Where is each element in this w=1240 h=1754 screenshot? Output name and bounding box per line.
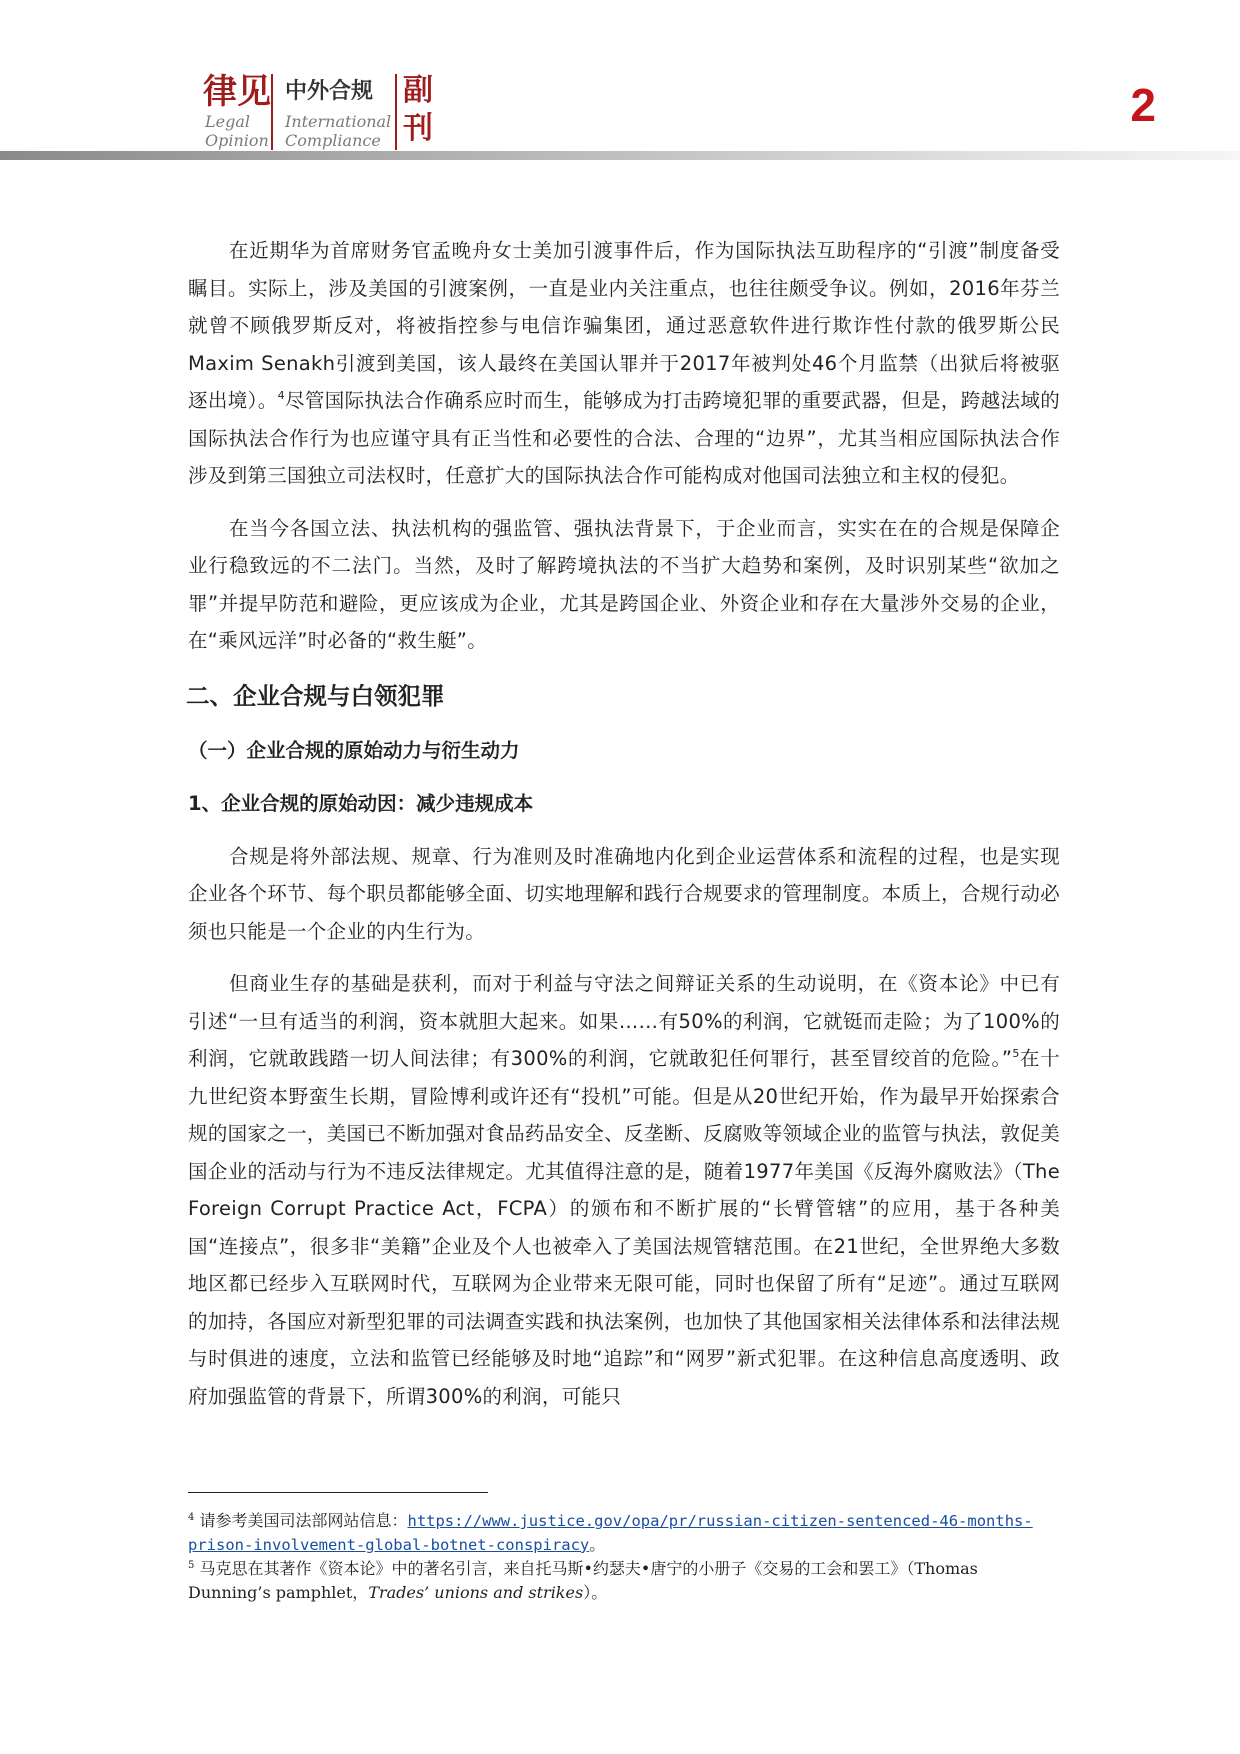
- logo-fukan-2: 刊: [403, 111, 433, 146]
- logo-intl-en-1: International: [285, 112, 392, 131]
- logo-divider: [395, 74, 397, 150]
- subsubsection-heading: 1、企业合规的原始动因：减少违规成本: [188, 791, 534, 815]
- footnote-number: 4: [188, 1512, 195, 1523]
- paragraph: 合规是将外部法规、规章、行为准则及时准确地内化到企业运营体系和流程的过程，也是实现企业各个环节、每个职员都能够全面、切实地理解和践行合规要求的管理制度。本质上，合规行动必须也只能是一个企业的内生行为。: [188, 844, 1060, 943]
- logo-intl-cn: 中外合规: [285, 79, 374, 104]
- logo-cn-title: 律见: [203, 72, 271, 112]
- footnotes: [188, 1492, 1060, 1605]
- header-rule: [0, 151, 1240, 160]
- footnote-5: [188, 1557, 1060, 1605]
- page-number: 2: [1130, 79, 1156, 131]
- footnote-text: 请参考美国司法部网站信息：: [199, 1511, 408, 1530]
- footnote-number: 5: [188, 1560, 195, 1571]
- footnote-rule: [188, 1492, 488, 1493]
- logo-en-line-1: Legal: [205, 112, 250, 131]
- footnote-text-end: ）。: [583, 1583, 608, 1602]
- footnote-link[interactable]: https://www.justice.gov/opa/pr/russian-citizen-sentenced-46-months-prison-involvement-global-botnet-conspiracy: [188, 1512, 1033, 1554]
- paragraph: [188, 965, 1060, 1415]
- subsection-heading: （一）企业合规的原始动力与衍生动力: [188, 738, 520, 762]
- logo-supplement: [403, 72, 443, 154]
- footnote-ref: 5: [1012, 1047, 1020, 1060]
- paragraph: 在当今各国立法、执法机构的强监管、强执法背景下，于企业而言，实实在在的合规是保障企业行稳致远的不二法门。当然，及时了解跨境执法的不当扩大趋势和案例，及时识别某些“欲加之罪”并提早防范和避险，更应该成为企业，尤其是跨国企业、外资企业和存在大量涉外交易的企业，在“乘风远洋”时必备的“救生艇”。: [188, 516, 1060, 652]
- logo-international-compliance: [285, 72, 393, 154]
- footnote-italic-title: Trades’ unions and strikes: [368, 1583, 584, 1602]
- footnote-ref: 4: [277, 389, 285, 402]
- logo-fukan-1: 副: [403, 73, 433, 108]
- section-heading: 二、企业合规与白领犯罪: [186, 681, 445, 710]
- footnote-4: [188, 1509, 1060, 1557]
- paragraph-text: 在十九世纪资本野蛮生长期，冒险博利或许还有“投机”可能。但是从20世纪开始，作为最早开始探索合规的国家之一，美国已不断加强对食品药品安全、反垄断、反腐败等领域企业的监管与执法，敦促美国企业的活动与行为不违反法律规定。尤其值得注意的是，随着1977年美国《反海外腐败法》（The Foreign Corrupt Practice Act，FCPA）的颁布和不断扩展的“长臂管辖”的应用，基于各种美国“连接点”，很多非“美籍”企业及个人也被牵入了美国法规管辖范围。在21世纪，全世界绝大多数地区都已经步入互联网时代，互联网为企业带来无限可能，同时也保留了所有“足迹”。通过互联网的加持，各国应对新型犯罪的司法调查实践和执法案例，也加快了其他国家相关法律体系和法律法规与时俱进的速度，立法和监管已经能够及时地“追踪”和“网罗”新式犯罪。在这种信息高度透明、政府加强监管的背景下，所谓300%的利润，可能只: [188, 1047, 1060, 1408]
- logo-divider: [271, 74, 273, 150]
- paragraph-text: 尽管国际执法合作确系应时而生，能够成为打击跨境犯罪的重要武器，但是，跨越法域的国际执法合作行为也应谨守具有正当性和必要性的合法、合理的“边界”，尤其当相应国际执法合作涉及到第三国独立司法权时，任意扩大的国际执法合作可能构成对他国司法独立和主权的侵犯。: [188, 389, 1060, 487]
- paragraph: [188, 232, 1060, 495]
- footnote-text: 马克思在其著作《资本论》中的著名引言，来自托马斯•约瑟夫•唐宁的小册子《交易的工会和罢工》（Thomas Dunning’s pamphlet，: [188, 1559, 978, 1602]
- footnote-text-end: 。: [589, 1535, 606, 1554]
- paragraph-text: 但商业生存的基础是获利，而对于利益与守法之间辩证关系的生动说明，在《资本论》中已有引述“一旦有适当的利润，资本就胆大起来。如果……有50%的利润，它就铤而走险；为了100%的利润，它就敢践踏一切人间法律；有300%的利润，它就敢犯任何罪行，甚至冒绞首的危险。”: [188, 972, 1060, 1070]
- paragraph-text: 在近期华为首席财务官孟晚舟女士美加引渡事件后，作为国际执法互助程序的“引渡”制度备受瞩目。实际上，涉及美国的引渡案例，一直是业内关注重点，也往往颇受争议。例如，2016年芬兰就曾不顾俄罗斯反对，将被指控参与电信诈骗集团，通过恶意软件进行欺诈性付款的俄罗斯公民Maxim Senakh引渡到美国，该人最终在美国认罪并于2017年被判处46个月监禁（出狱后将被驱逐出境）。: [188, 239, 1060, 412]
- logo-legal-opinion: [203, 72, 271, 154]
- article-body: [188, 232, 1060, 1430]
- logo-en-line-2: Opinion: [205, 131, 269, 150]
- logo-intl-en-2: Compliance: [285, 131, 381, 150]
- page-header: [0, 0, 1240, 160]
